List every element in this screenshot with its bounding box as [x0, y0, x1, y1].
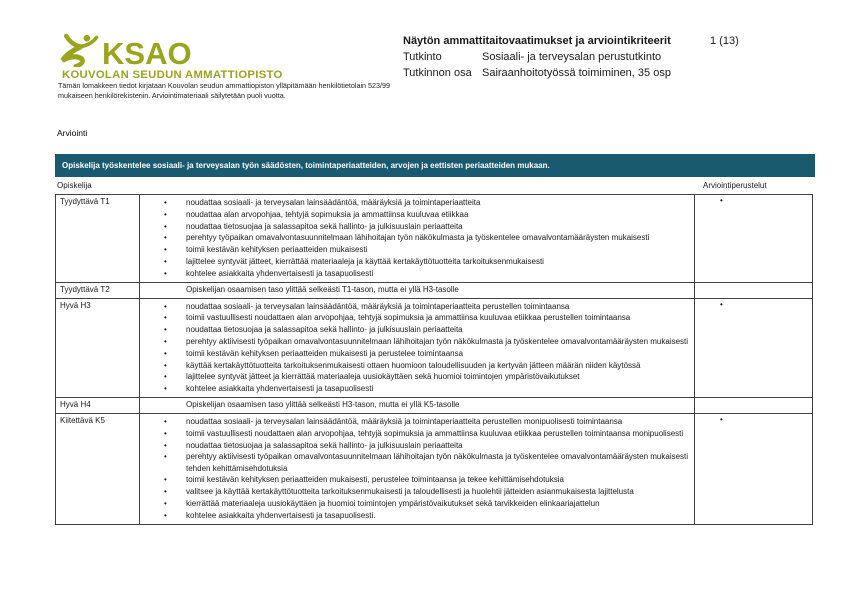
bullet-marker: • — [164, 256, 167, 266]
criteria-text: toimii vastuullisesti noudattaen alan arvopohjaa, tehtyjä sopimuksia ja ammattiinsa kuuluvaa etiikkaa perustellen toimintaansa monipuolisesti — [186, 428, 684, 438]
criteria-item — [140, 428, 690, 439]
criteria-text: lajittelee syntyvät jätteet ja kierrättää materiaaleja uusiokäyttäen sekä huomioi toimintojen ympäristövaikutukset — [186, 372, 580, 382]
criteria-text: perehtyy aktiivisesti työpaikan omavalvontasuunnitelmaan lähihoitajan työn näkökulmasta ja työskentelee omavalvontamääräysten mukaisesti — [186, 336, 689, 346]
bullet-marker: • — [164, 452, 167, 462]
perustelut-cell — [695, 299, 812, 397]
criteria-item — [140, 360, 690, 371]
column-label-opiskelija: Opiskelija — [57, 181, 92, 190]
bullet-marker: • — [164, 510, 167, 520]
bullet-marker: • — [164, 384, 167, 394]
table-row — [56, 298, 812, 397]
grade-level-cell: Hyvä H3 — [60, 300, 91, 310]
criteria-text: kohtelee asiakkaita yhdenvertaisesti ja tasapuolisesti — [186, 384, 374, 394]
perustelut-cell — [695, 283, 812, 298]
criteria-item — [140, 209, 690, 220]
bullet-marker: • — [164, 348, 167, 358]
field-value: Sairaanhoitotyössä toimiminen, 35 osp — [482, 67, 671, 79]
bullet-marker: • — [164, 498, 167, 508]
criteria-text: perehtyy aktiivisesti työpaikan omavalvontasuunnitelmaan lähihoitajan työn näkökulmasta ja työskentelee omavalvontamääräysten mukaisesti tehden kehittämisehdotuksia — [186, 452, 689, 473]
document-header — [403, 33, 823, 81]
field-label: Tutkinnon osa — [403, 67, 472, 79]
criteria-item — [140, 486, 690, 497]
criteria-text: noudattaa tietosuojaa ja salassapitoa sekä hallinto- ja julkisuuslain periaatteita — [186, 440, 463, 450]
criteria-item — [140, 474, 690, 485]
privacy-disclaimer — [58, 81, 390, 100]
level-description: Opiskelijan osaamisen taso ylittää selkeästi T1-tason, mutta ei yllä H3-tasolle — [186, 284, 459, 294]
criteria-text: kierrättää materiaaleja uusiokäyttäen ja huomioi toimintojen ympäristövaikutukset sekä tarvikkeiden elinkaariajattelun — [186, 498, 600, 508]
criteria-item — [140, 383, 690, 394]
bullet-marker: • — [164, 245, 167, 255]
grade-level-cell: Hyvä H4 — [60, 399, 91, 409]
criteria-item — [140, 324, 690, 335]
perustelut-bullet-marker: • — [720, 414, 723, 424]
criteria-cell — [139, 195, 695, 282]
header-field-tutkinto — [403, 49, 823, 65]
perustelut-bullet-marker: • — [720, 299, 723, 309]
table-row — [56, 282, 812, 298]
criteria-item — [140, 451, 690, 473]
criteria-item — [140, 256, 690, 267]
criteria-text: noudattaa tietosuojaa ja salassapitoa sekä hallinto- ja julkisuuslain periaatteita — [186, 221, 463, 231]
criteria-text: noudattaa alan arvopohjaa, tehtyjä sopimuksia ja ammattiinsa kuuluvaa etiikkaa — [186, 209, 469, 219]
bullet-marker: • — [164, 209, 167, 219]
criteria-item — [140, 232, 690, 243]
person-figure-icon — [55, 33, 101, 67]
criteria-list — [140, 197, 690, 279]
criteria-table — [55, 194, 813, 525]
bullet-marker: • — [164, 360, 167, 370]
criteria-item — [140, 221, 690, 232]
table-row — [56, 413, 812, 524]
criteria-item — [140, 440, 690, 451]
criteria-list — [140, 416, 690, 521]
criteria-text: perehtyy työpaikan omavalvontasuunnitelmaan lähihoitajan työn näkökulmasta ja työskentelee omavalvontamääräysten mukaisesti — [186, 233, 650, 243]
disclaimer-line-2: mukaiseen henkilörekisteriin. Arviointimateriaali säilytetään puoli vuotta. — [58, 90, 286, 100]
bullet-marker: • — [164, 336, 167, 346]
criteria-item — [140, 498, 690, 509]
bullet-marker: • — [164, 268, 167, 278]
grade-level-cell: Kiitettävä K5 — [60, 415, 105, 425]
bullet-marker: • — [164, 233, 167, 243]
page-number: 1 (13) — [710, 35, 739, 47]
bullet-marker: • — [164, 221, 167, 231]
grade-level-cell: Tyydyttävä T2 — [60, 284, 110, 294]
criteria-text: noudattaa tietosuojaa ja salassapitoa sekä hallinto- ja julkisuuslain periaatteita — [186, 325, 463, 335]
grade-level-cell: Tyydyttävä T1 — [60, 197, 110, 206]
criteria-banner: Opiskelija työskentelee sosiaali- ja terveysalan työn säädösten, toimintaperiaatteiden, arvojen ja eettisten periaatteiden mukaan. — [55, 154, 815, 177]
criteria-list — [140, 301, 690, 395]
perustelut-cell — [695, 195, 812, 282]
bullet-marker: • — [164, 313, 167, 323]
logo-subtitle: KOUVOLAN SEUDUN AMMATTIOPISTO — [62, 69, 283, 81]
perustelut-cell — [695, 414, 812, 524]
bullet-marker: • — [164, 428, 167, 438]
criteria-text: kohtelee asiakkaita yhdenvertaisesti ja tasapuolisesti. — [186, 510, 376, 520]
criteria-item — [140, 371, 690, 382]
bullet-marker: • — [164, 301, 167, 311]
header-field-tutkinnon-osa — [403, 65, 823, 81]
section-label-arviointi: Arviointi — [57, 128, 88, 138]
criteria-text: noudattaa sosiaali- ja terveysalan lainsäädäntöä, määräyksiä ja toimintaperiaatteita — [186, 198, 481, 207]
column-label-arviointiperustelut: Arviointiperustelut — [703, 181, 767, 190]
criteria-item — [140, 197, 690, 208]
bullet-marker: • — [164, 372, 167, 382]
criteria-item — [140, 510, 690, 521]
bullet-marker: • — [164, 440, 167, 450]
criteria-text: noudattaa sosiaali- ja terveysalan lainsäädäntöä, määräyksiä ja toimintaperiaatteita perustellen toimintaansa — [186, 301, 570, 311]
criteria-item — [140, 268, 690, 279]
field-value: Sosiaali- ja terveysalan perustutkinto — [482, 51, 662, 63]
document-title: Näytön ammattitaitovaatimukset ja arviointikriteerit — [403, 35, 671, 47]
bullet-marker: • — [164, 475, 167, 485]
level-description: Opiskelijan osaamisen taso ylittää selkeästi H3-tason, mutta ei yllä K5-tasolle — [186, 399, 460, 409]
table-row — [56, 195, 812, 282]
disclaimer-line-1: Tämän lomakkeen tiedot kirjataan Kouvolan seudun ammattiopiston ylläpitämään henkilötietolain 523/99 — [58, 81, 391, 90]
criteria-text: toimii kestävän kehityksen periaatteiden mukaisesti ja perustelee toimintaansa — [186, 348, 464, 358]
criteria-text: valitsee ja käyttää kertakäyttötuotteita tarkoituksenmukaisesti ja taloudellisesti ja huolehtii jätteiden asianmukaisesta lajittelusta — [186, 487, 634, 497]
bullet-marker: • — [164, 487, 167, 497]
criteria-cell — [139, 299, 695, 397]
bullet-marker: • — [164, 325, 167, 335]
criteria-cell — [139, 414, 695, 524]
criteria-text: toimii kestävän kehityksen periaatteiden mukaisesti — [186, 245, 368, 255]
field-label: Tutkinto — [403, 51, 442, 63]
logo-wordmark: KSAO — [102, 36, 192, 71]
bullet-marker: • — [164, 416, 167, 426]
criteria-text: kohtelee asiakkaita yhdenvertaisesti ja tasapuolisesti — [186, 268, 374, 278]
bullet-marker: • — [164, 198, 167, 207]
criteria-item — [140, 416, 690, 427]
criteria-text: lajittelee syntyvät jätteet, kierrättää materiaaleja ja käyttää kertakäyttötuotteita tarkoituksenmukaisesti — [186, 256, 544, 266]
criteria-cell — [139, 398, 695, 413]
criteria-text: noudattaa sosiaali- ja terveysalan lainsäädäntöä, määräyksiä ja toimintaperiaatteita perustellen monipuolisesti toimintaansa — [186, 416, 623, 426]
criteria-item — [140, 244, 690, 255]
criteria-text: toimii kestävän kehityksen periaatteiden mukaisesti, perustelee toimintaansa ja tekee kehittämisehdotuksia — [186, 475, 564, 485]
criteria-item — [140, 301, 690, 312]
criteria-text: käyttää kertakäyttötuotteita tarkoituksenmukaisesti ottaen huomioon taloudellisuuden ja kertyvän jätteen määrän niiden käytössä — [186, 360, 641, 370]
table-row — [56, 397, 812, 413]
criteria-item — [140, 348, 690, 359]
criteria-item — [140, 312, 690, 323]
ksao-logo — [55, 33, 283, 81]
criteria-cell — [139, 283, 695, 298]
perustelut-cell — [695, 398, 812, 413]
criteria-item — [140, 336, 690, 347]
criteria-text: toimii vastuullisesti noudattaen alan arvopohjaa, tehtyjä sopimuksia ja ammattiinsa kuuluvaa etiikkaa perustellen toimintaansa — [186, 313, 631, 323]
perustelut-bullet-marker: • — [720, 196, 723, 205]
